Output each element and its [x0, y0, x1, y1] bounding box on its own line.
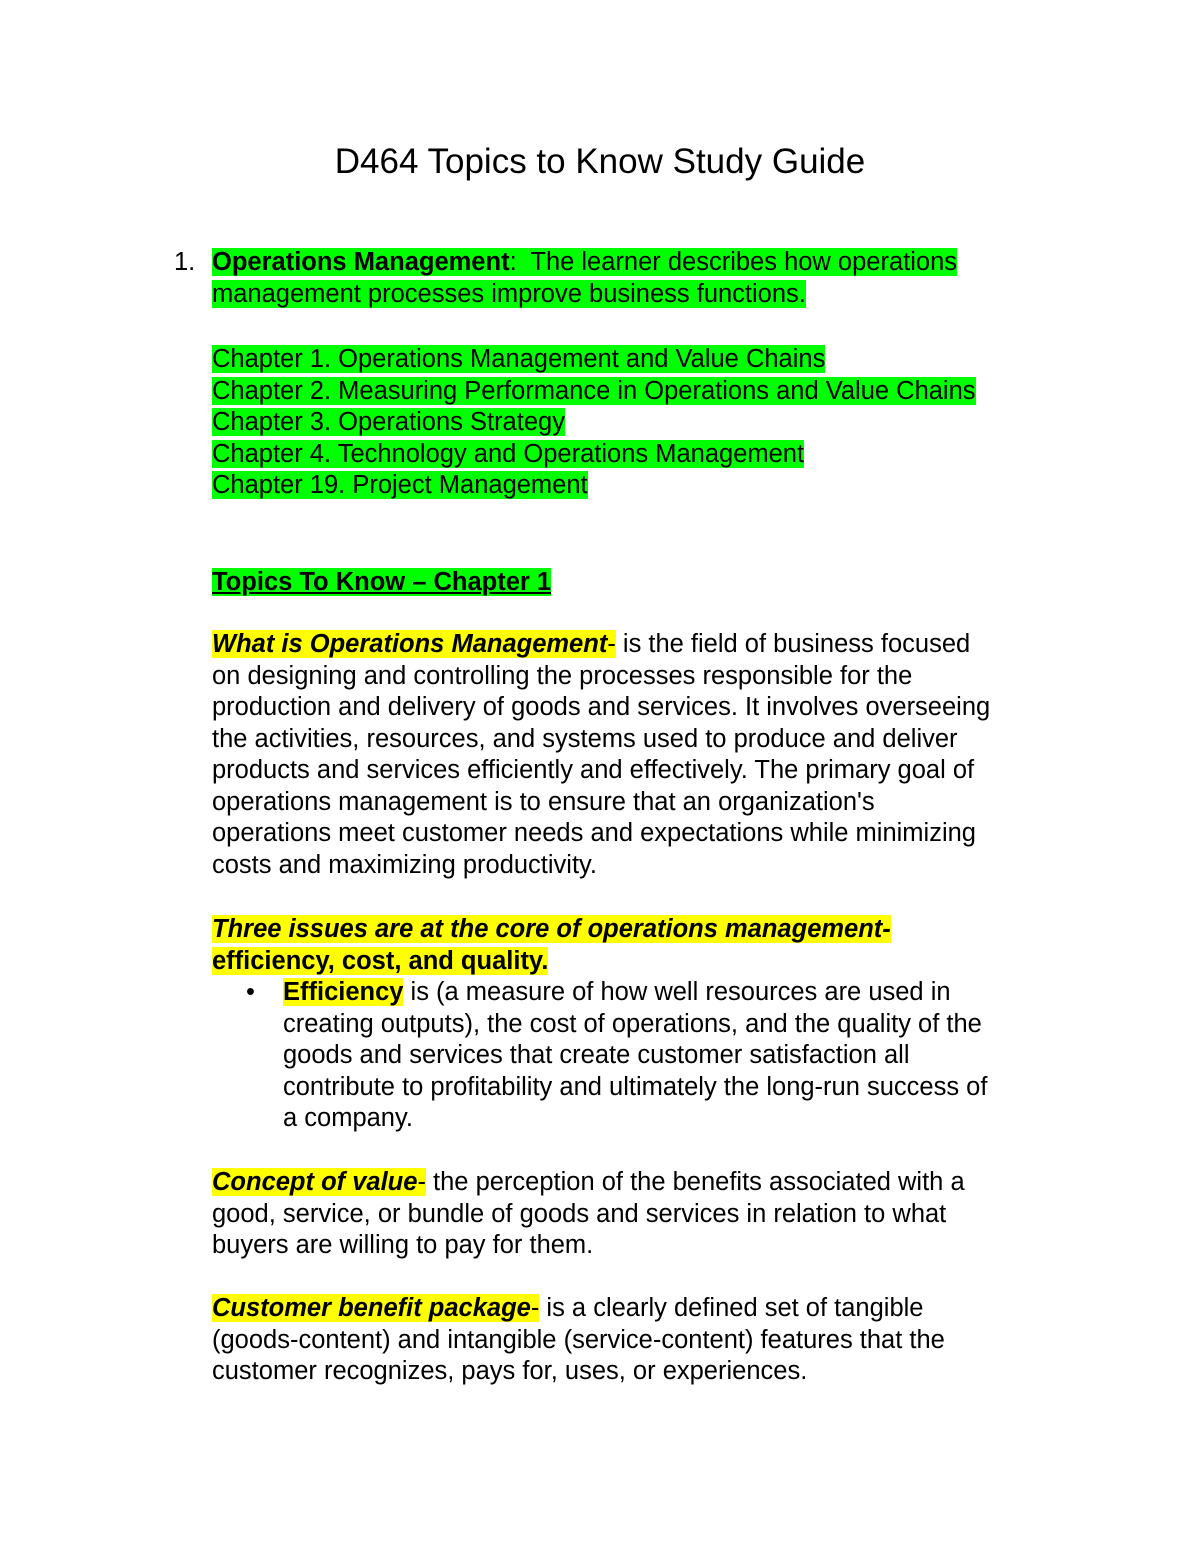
chapter-item: Chapter 1. Operations Management and Value Chains	[212, 345, 826, 373]
bullet-efficiency: Efficiency is (a measure of how well resources are used in creating outputs), the cost of operations, and the quality of the goods and services that create customer satisfaction all contribute to profitability and ultimately the long-run success of a company.	[283, 978, 988, 1132]
bullet-term: Efficiency	[283, 978, 404, 1006]
chapter-item: Chapter 2. Measuring Performance in Operations and Value Chains	[212, 376, 976, 405]
three-issues	[212, 914, 1062, 977]
section-operations-management: Operations Management: The learner describes how operations management processes improve business functions.	[212, 248, 958, 308]
chapter-item: Chapter 3. Operations Strategy	[212, 408, 565, 436]
definition-concept-of-value: Concept of value- the perception of the benefits associated with a good, service, or bundle of goods and services in relation to what buyers are willing to pay for them.	[212, 1168, 965, 1259]
definition-term: Concept of value	[212, 1168, 418, 1196]
definition-customer-benefit-package: Customer benefit package- is a clearly defined set of tangible (goods-content) and intangible (service-content) features that the customer recognizes, pays for, uses, or experiences.	[212, 1294, 945, 1385]
section-heading: Operations Management	[212, 248, 510, 276]
bullet-icon: •	[246, 978, 255, 1006]
page-title: D464 Topics to Know Study Guide	[334, 142, 866, 181]
chapter-item: Chapter 19. Project Management	[212, 471, 588, 499]
three-issues-line-2: efficiency, cost, and quality.	[212, 946, 549, 975]
section-description-2: management processes improve business functions.	[212, 279, 806, 308]
definition-term: What is Operations Management	[212, 630, 608, 658]
list-number: 1.	[174, 248, 196, 276]
chapter-item: Chapter 4. Technology and Operations Management	[212, 439, 805, 468]
definition-operations-management: What is Operations Management- is the field of business focused on designing and controlling the processes responsible for the production and delivery of goods and services. It involves overseeing the activities, resources, and systems used to produce and deliver products and services efficiently and effectively. The primary goal of operations management is to ensure that an organization's operations meet customer needs and expectations while minimizing costs and maximizing productivity.	[212, 630, 991, 879]
topics-heading	[212, 567, 1062, 599]
chapter-list	[212, 344, 1062, 502]
section-description: The learner describes how operations	[516, 248, 958, 276]
definition-term: Customer benefit package	[212, 1294, 531, 1322]
topics-heading-text: Topics To Know – Chapter 1	[212, 568, 552, 596]
three-issues-line: Three issues are at the core of operations management-	[212, 915, 891, 943]
